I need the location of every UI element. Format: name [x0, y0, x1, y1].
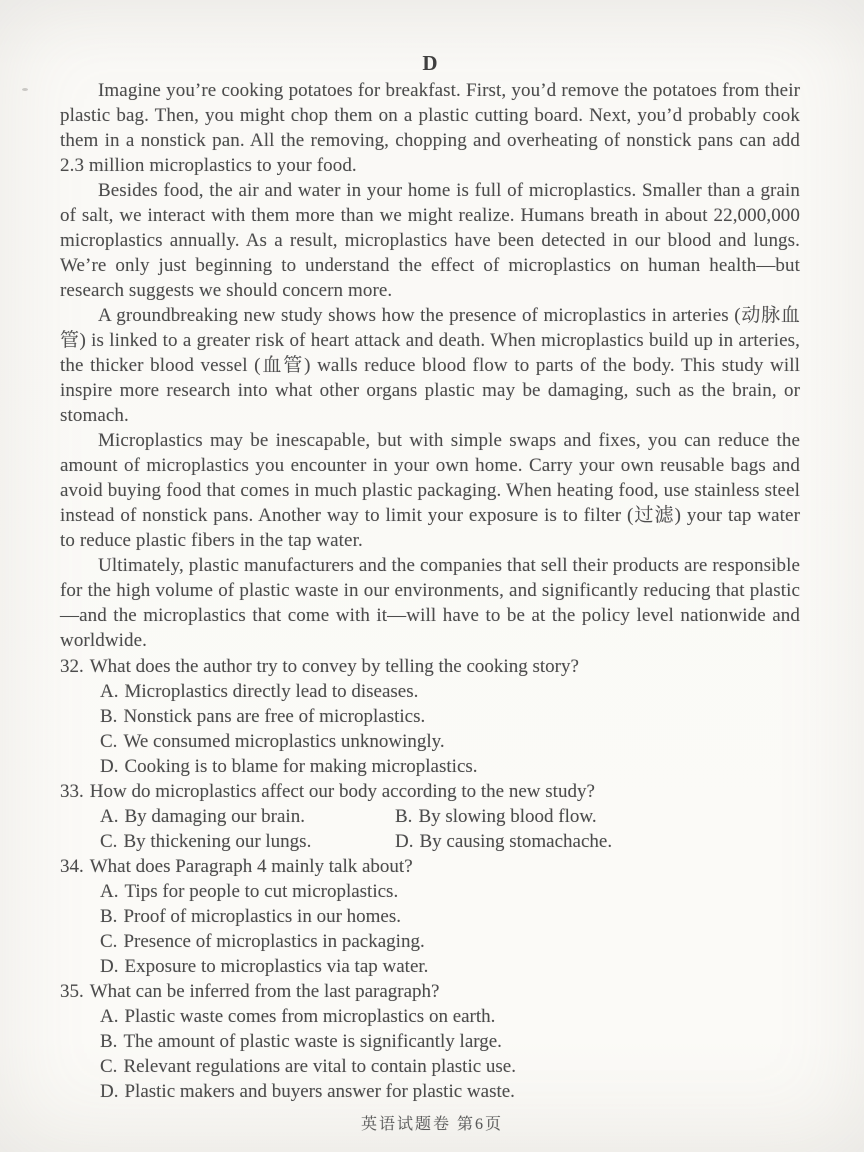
question-text: What does Paragraph 4 mainly talk about?	[89, 856, 413, 877]
scan-artifact	[22, 88, 28, 91]
question-text: What can be inferred from the last paragraph?	[89, 981, 440, 1002]
question-number: 33.	[60, 781, 84, 802]
option-label: A.	[100, 881, 119, 902]
option-text: Presence of microplastics in packaging.	[123, 931, 425, 952]
option-label: C.	[100, 931, 118, 952]
option-item	[100, 804, 395, 829]
section-label: D	[422, 51, 438, 75]
option-text: Plastic waste comes from microplastics on earth.	[124, 1006, 496, 1027]
option-item	[100, 729, 800, 754]
option-text: Tips for people to cut microplastics.	[124, 881, 399, 902]
option-label: B.	[395, 806, 413, 827]
option-item	[100, 904, 800, 929]
option-label: A.	[100, 681, 119, 702]
option-label: D.	[395, 831, 414, 852]
option-text: Proof of microplastics in our homes.	[123, 906, 402, 927]
passage-paragraph-2: Besides food, the air and water in your home is full of microplastics. Smaller than a grain of salt, we interact with them more than we might realize. Humans breath in about 22,000,000 microplastics annually. As a result, microplastics have been detected in our blood and lungs. We’re only just beginning to understand the effect of microplastics on human health—but research suggests we should concern more.	[60, 180, 800, 301]
question-text: What does the author try to convey by telling the cooking story?	[89, 656, 579, 677]
question-number: 34.	[60, 856, 84, 877]
option-label: D.	[100, 756, 119, 777]
option-text: Relevant regulations are vital to contain plastic use.	[123, 1056, 516, 1077]
option-label: C.	[100, 831, 118, 852]
option-text: Exposure to microplastics via tap water.	[124, 956, 429, 977]
option-item	[100, 679, 800, 704]
reading-passage	[60, 78, 800, 653]
option-item	[100, 1004, 800, 1029]
option-item	[395, 804, 800, 829]
question-34-options	[60, 879, 800, 979]
option-text: By causing stomachache.	[419, 831, 613, 852]
question-33-options	[60, 804, 800, 854]
passage-paragraph-1: Imagine you’re cooking potatoes for breakfast. First, you’d remove the potatoes from their plastic bag. Then, you might chop them on a plastic cutting board. Next, you’d probably cook them in a nonstick pan. All the removing, chopping and overheating of nonstick pans can add 2.3 million microplastics to your food.	[60, 80, 800, 176]
option-text: Cooking is to blame for making microplastics.	[124, 756, 478, 777]
option-item	[100, 754, 800, 779]
question-33	[60, 779, 800, 854]
option-item	[100, 1079, 800, 1104]
question-34	[60, 854, 800, 979]
question-33-stem	[60, 779, 800, 804]
passage-paragraph-4: Microplastics may be inescapable, but with simple swaps and fixes, you can reduce the amount of microplastics you encounter in your own home. Carry your own reusable bags and avoid buying food that comes in much plastic packaging. When heating food, use stainless steel instead of nonstick pans. Another way to limit your exposure is to filter (过滤) your tap water to reduce plastic fibers in the tap water.	[60, 430, 800, 551]
option-label: C.	[100, 731, 118, 752]
question-34-stem	[60, 854, 800, 879]
option-item	[395, 829, 800, 854]
option-item	[100, 829, 395, 854]
option-text: By damaging our brain.	[124, 806, 305, 827]
option-item	[100, 704, 800, 729]
question-35-options	[60, 1004, 800, 1104]
option-item	[100, 879, 800, 904]
option-text: The amount of plastic waste is significantly large.	[123, 1031, 502, 1052]
option-label: A.	[100, 1006, 119, 1027]
option-item	[100, 1054, 800, 1079]
question-text: How do microplastics affect our body according to the new study?	[89, 781, 595, 802]
option-label: B.	[100, 906, 118, 927]
page-footer: 英语试题卷 第6页	[360, 1116, 503, 1133]
question-number: 32.	[60, 656, 84, 677]
question-35	[60, 979, 800, 1104]
passage-paragraph-5: Ultimately, plastic manufacturers and the companies that sell their products are responsible for the high volume of plastic waste in our environments, and significantly reducing that plastic—and the microplastics that come with it—will have to be at the policy level nationwide and worldwide.	[60, 555, 800, 651]
option-text: Plastic makers and buyers answer for plastic waste.	[124, 1081, 515, 1102]
option-label: B.	[100, 1031, 118, 1052]
option-text: By slowing blood flow.	[418, 806, 597, 827]
question-35-stem	[60, 979, 800, 1004]
option-item	[100, 1029, 800, 1054]
option-label: D.	[100, 956, 119, 977]
option-label: C.	[100, 1056, 118, 1077]
question-number: 35.	[60, 981, 84, 1002]
option-text: Microplastics directly lead to diseases.	[124, 681, 419, 702]
option-text: We consumed microplastics unknowingly.	[123, 731, 445, 752]
option-item	[100, 929, 800, 954]
option-text: By thickening our lungs.	[123, 831, 312, 852]
passage-paragraph-3: A groundbreaking new study shows how the presence of microplastics in arteries (动脉血管) is linked to a greater risk of heart attack and death. When microplastics build up in arteries, the thicker blood vessel (血管) walls reduce blood flow to parts of the body. This study will inspire more research into what other organs plastic may be damaging, such as the brain, or stomach.	[60, 305, 800, 426]
question-32	[60, 654, 800, 779]
option-label: B.	[100, 706, 118, 727]
question-32-options	[60, 679, 800, 779]
option-item	[100, 954, 800, 979]
question-32-stem	[60, 654, 800, 679]
option-label: A.	[100, 806, 119, 827]
option-label: D.	[100, 1081, 119, 1102]
option-text: Nonstick pans are free of microplastics.	[123, 706, 426, 727]
questions-section	[60, 654, 800, 1104]
